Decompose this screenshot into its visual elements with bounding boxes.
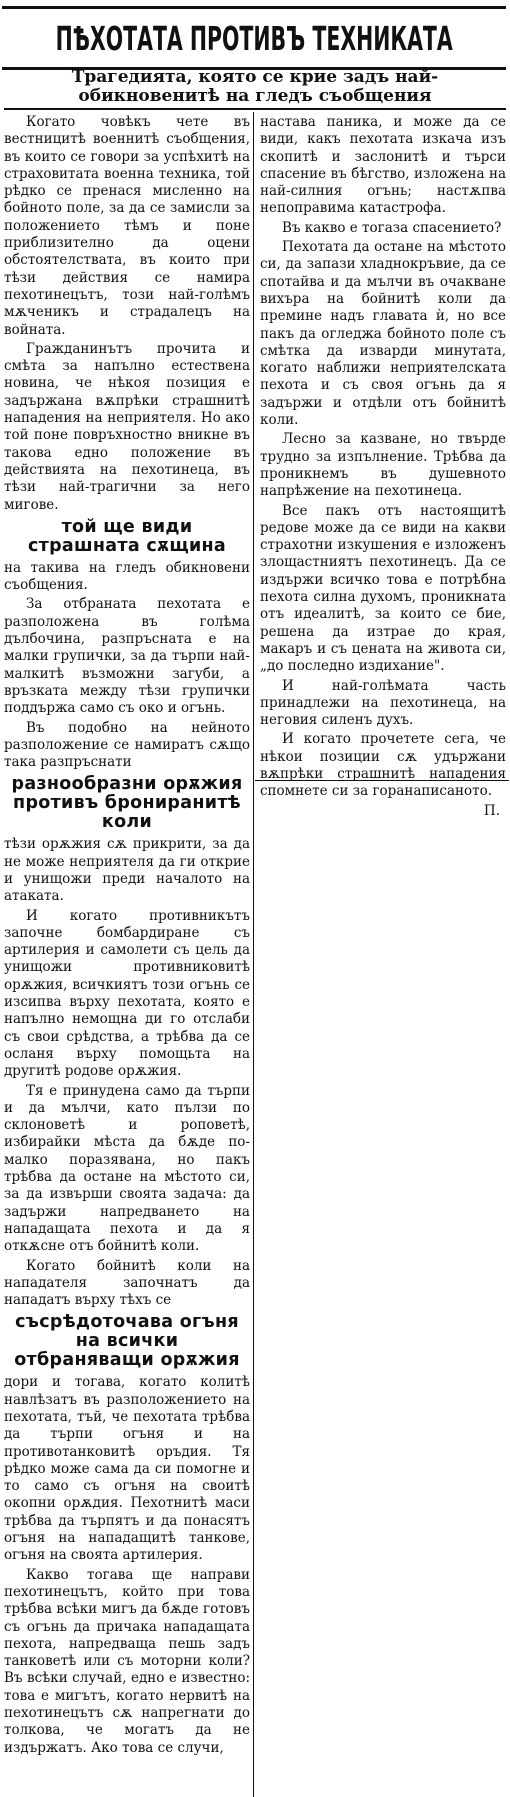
paragraph: Какво тогава ще направи пехотинецътъ, който при това трѣбва всѣки мигъ да бѫде готовъ съ огънь да причака нападащата пехота, напредваща пешь задъ танковетѣ или съ моторни коли? Въ всѣки случай, едно е известно: това е мигътъ, когато нервитѣ на пехотинецътъ сѫ напрегнати до толкова, че могатъ да не издържатъ. Ако това се случи, (4, 1566, 250, 1756)
paragraph: И най-голѣмата часть принадлежи на пехотинеца, на неговия силенъ духъ. (260, 677, 506, 729)
paragraph: Въ какво е тогаза спасението? (282, 219, 502, 236)
masthead (2, 6, 506, 70)
article-subtitle: Трагедията, която се крие задъ най-обикновенитѣ на гледъ съобщения (71, 67, 439, 106)
paragraph: Въ подобно на нейното разположение се намиратъ сѫщо така разпръснати (4, 719, 250, 771)
right-column (260, 114, 506, 874)
paragraph: И когато прочетете сега, че нѣкои позиции сѫ удържани вѫпрѣки страшнитѣ нападения спомнете си за горанаписаното. (260, 731, 506, 800)
paragraph: Гражданинътъ прочита и смѣта за напълно естествена новина, че нѣкоя позиция е задържана вѫпрѣки страшнитѣ нападения на неприятеля. Но ако той поне повръхностно вникне въ такова едно положение въ действията на пехотинеца, въ тѣзи най-трагични за него мигове. (4, 340, 250, 513)
paragraph: Пехотата да остане на мѣстото си, да запази хладнокръвие, да се спотайва и да мълчи въ очакване вихъра на бойнитѣ коли да премине надъ главата ѝ, но все пакъ да огледжа бойното поле съ смѣтка да изварди минутата, когато наближи неприятелската пехота и съ своя огънь да я задържи и отдѣли отъ бойнитѣ коли. (260, 239, 506, 429)
section-heading: съсрѣдоточава огъня на всички отбраняващи орѫжия (14, 1312, 240, 1371)
paragraph: Все пакъ отъ настоящитѣ редове може да се види на какви страхотни изкушения е изложенъ злощастниятъ пехотинецъ. Да се издържи всичко това е потрѣбна пехота силна духомъ, проникната отъ идеалитѣ, за които се бие, решена да изтрае до края, макаръ и съ цената на живота си, „до последно издихание". (260, 502, 506, 675)
article-title: ПѢХОТАТА ПРОТИВЪ ТЕХНИКАТА (55, 18, 453, 58)
left-column (4, 114, 250, 1794)
paragraph: За отбраната пехотата е разположена въ голѣма дълбочина, разпръсната е на малки групички, за да търпи най-малкитѣ възможни загуби, а връзката между тѣзи групички поддържа само съ око и огънь. (4, 596, 250, 717)
author-signature: П. (483, 802, 500, 819)
paragraph: Лесно за казване, но твърде трудно за изпълнение. Трѣбва да проникнемъ въ душевното напрѣжение на пехотинеца. (260, 431, 506, 500)
section-heading: той ще види страшната сѫщина (27, 516, 227, 556)
paragraph: И когато противникътъ започне бомбардиране съ артилерия и самолети съ цель да унищожи противниковитѣ орѫжия, всичкиятъ този огънь се изсипва върху пехотата, която е напълно немощна ди го отслаби съ свои срѣдства, а трѣбва да се осланя върху помощьта на другитѣ родове орѫжия. (4, 907, 250, 1080)
subtitle-rule (4, 108, 506, 110)
paragraph: на такива на гледъ обикновени съобщения. (4, 559, 250, 594)
paragraph: Когато бойнитѣ коли на нападателя започнатъ да нападатъ върху тѣхъ се (4, 1257, 250, 1309)
section-heading: разнообразни орѫжия противъ брониранитѣ коли (11, 774, 243, 833)
paragraph: Когато човѣкъ чете въ вестницитѣ военнитѣ съобщения, въ които се говори за успѣхитѣ на страховитата военна техника, той рѣдко се пренася мисленно на бойното поле, за да се замисли за положението тѣмъ и поне приблизително да оцени обстоятелствата, въ които при тѣзи действия се намира пехотинецътъ, този най-голѣмъ мѫченикъ и страдалецъ на войната. (4, 114, 250, 338)
paragraph: тѣзи орѫжия сѫ прикрити, за да не може неприятеля да ги открие и унищожи преди началото на атаката. (4, 836, 250, 905)
paragraph: дори и тогава, когато колитѣ навлѣзатъ въ разположението на пехотата, тъй, че пехотата трѣбва да търпи огъня и на противотанковитѣ оръдия. Тя рѣдко може сама да си помогне и то само съ огъня на своитѣ окопни орѫдия. Пехотнитѣ маси трѣбва да търпятъ и да понасятъ огъня на нападащитѣ танкове, огъня на своята артилерия. (4, 1374, 250, 1564)
paragraph: настава паника, и може да се види, какъ пехотата изкача изъ скопитѣ и заслонитѣ и търси спасение въ бѣгство, изложена на най-силния огънь; настѫпва непоправима катастрофа. (260, 114, 506, 217)
column-separator (253, 112, 254, 1797)
article-end-rule (255, 780, 509, 781)
paragraph: Тя е принудена само да търпи и да мълчи, като пълзи по склоноветѣ и роповетѣ, избирайки мѣста да бѫде по-малко поразявана, но пакъ трѣбва да остане на мѣстото си, за да извърши своята задача: да задържи напредването на нападащата пехота и да я откѫсне отъ бойнитѣ коли. (4, 1082, 250, 1255)
